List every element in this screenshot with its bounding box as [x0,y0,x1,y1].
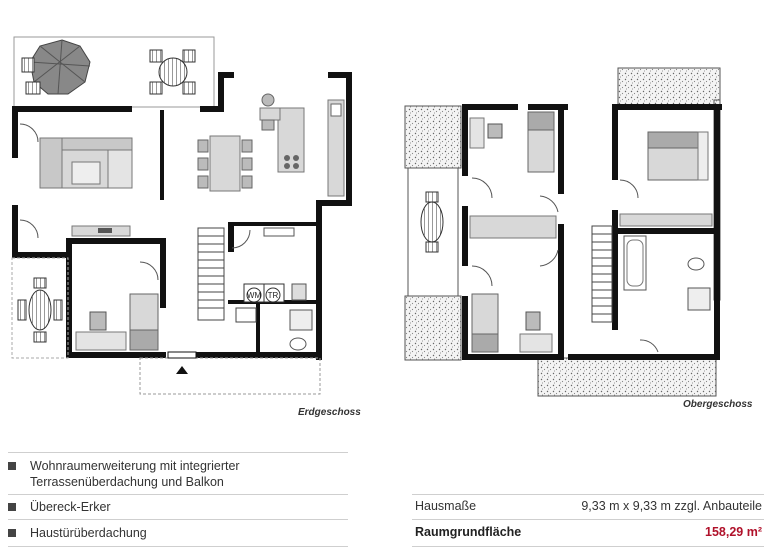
child-room-bottom [472,294,552,352]
feature-text: Übereck-Erker [30,500,111,514]
bay-table [18,278,62,342]
floor-area-label: Raumgrundfläche [415,525,522,539]
office-bed [76,294,158,350]
divider [8,546,348,547]
kitchen-island [260,94,304,172]
washing-machine-label: WM [246,291,262,300]
bullet-square-icon [8,529,16,537]
divider [8,519,348,520]
ground-floor-label: Erdgeschoss [298,407,361,418]
feature-item [8,499,348,515]
upper-floor-label: Obergeschoss [683,399,753,410]
ground-floor-plan [12,37,352,394]
ground-stairs [198,228,224,320]
utility-room [244,228,306,302]
divider [412,546,764,547]
house-size-value: 9,33 m x 9,33 m zzgl. Anbauteile [581,499,762,513]
dryer-label: TR [267,291,279,300]
master-bed [648,132,708,180]
feature-text: Wohnraumerweiterung mit integrierter Terrassenüberdachung und Balkon [30,459,240,489]
bullet-square-icon [8,462,16,470]
divider [8,494,348,495]
child-room-top [470,112,554,172]
dining-table [198,136,252,191]
divider [412,519,764,520]
upper-floor-plan [405,68,722,396]
bullet-square-icon [8,503,16,511]
feature-item [8,525,348,541]
divider [8,452,348,453]
feature-text: Haustürüberdachung [30,526,147,540]
house-size-label: Hausmaße [415,499,477,513]
sofa [40,138,132,188]
feature-item [8,458,348,490]
upper-stairs [592,226,612,322]
divider [412,494,764,495]
bathroom [624,236,710,310]
floor-area-value: 158,29 m² [705,525,762,539]
